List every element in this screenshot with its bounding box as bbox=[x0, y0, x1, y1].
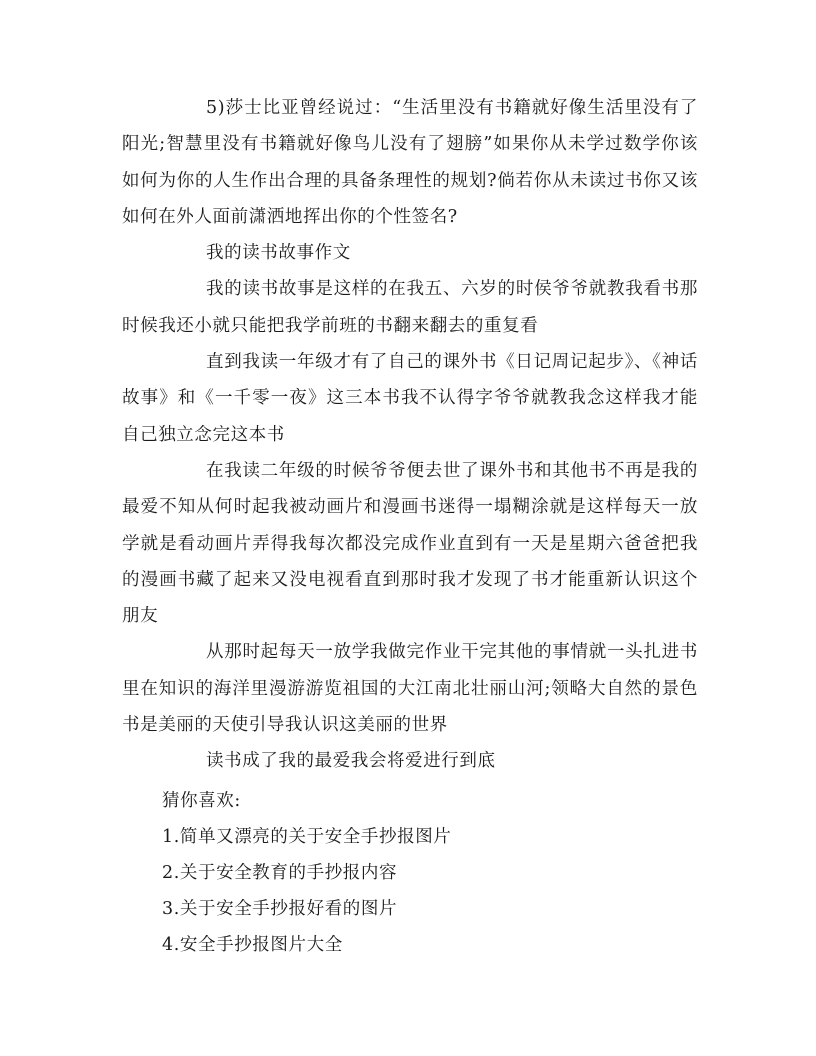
story-paragraph-3: 在我读二年级的时候爷爷便去世了课外书和其他书不再是我的最爱不知从何时起我被动画片和漫画书迷得一塌糊涂就是这样每天一放学就是看动画片弄得我每次都没完成作业直到有一天是星期六爸爸把我的漫画书藏了起来又没电视看直到那时我才发现了书才能重新认识这个朋友 bbox=[122, 460, 698, 627]
recommend-link[interactable]: 3.关于安全手抄报好看的图片 bbox=[162, 899, 398, 919]
recommend-link[interactable]: 4.安全手抄报图片大全 bbox=[162, 935, 343, 955]
article-title: 我的读书故事作文 bbox=[206, 243, 351, 264]
recommend-link[interactable]: 1.简单又漂亮的关于安全手抄报图片 bbox=[162, 827, 452, 847]
recommend-link[interactable]: 2.关于安全教育的手抄报内容 bbox=[162, 863, 398, 883]
story-conclusion: 读书成了我的最爱我会将爱进行到底 bbox=[206, 751, 496, 772]
story-paragraph-2: 直到我读一年级才有了自己的课外书《日记周记起步》、《神话故事》和《一千零一夜》这三本书我不认得字爷爷就教我念这样我才能自己独立念完这本书 bbox=[122, 352, 698, 445]
article-body bbox=[122, 90, 698, 780]
story-paragraph-4: 从那时起每天一放学我做完作业干完其他的事情就一头扎进书里在知识的海洋里漫游游览祖国的大江南北壮丽山河;领略大自然的景色书是美丽的天使引导我认识这美丽的世界 bbox=[122, 642, 698, 736]
recommend-heading: 猜你喜欢: bbox=[162, 791, 241, 811]
quote-paragraph: 5)莎士比亚曾经说过：“生活里没有书籍就好像生活里没有了阳光;智慧里没有书籍就好像鸟儿没有了翅膀”如果你从未学过数学你该如何为你的人生作出合理的具备条理性的规划?倘若你从未读过书你又该如何在外人面前潇洒地挥出你的个性签名? bbox=[122, 98, 698, 227]
story-paragraph-1: 我的读书故事是这样的在我五、六岁的时侯爷爷就教我看书那时候我还小就只能把我学前班的书翻来翻去的重复看 bbox=[122, 279, 698, 336]
recommend-section bbox=[162, 783, 682, 963]
